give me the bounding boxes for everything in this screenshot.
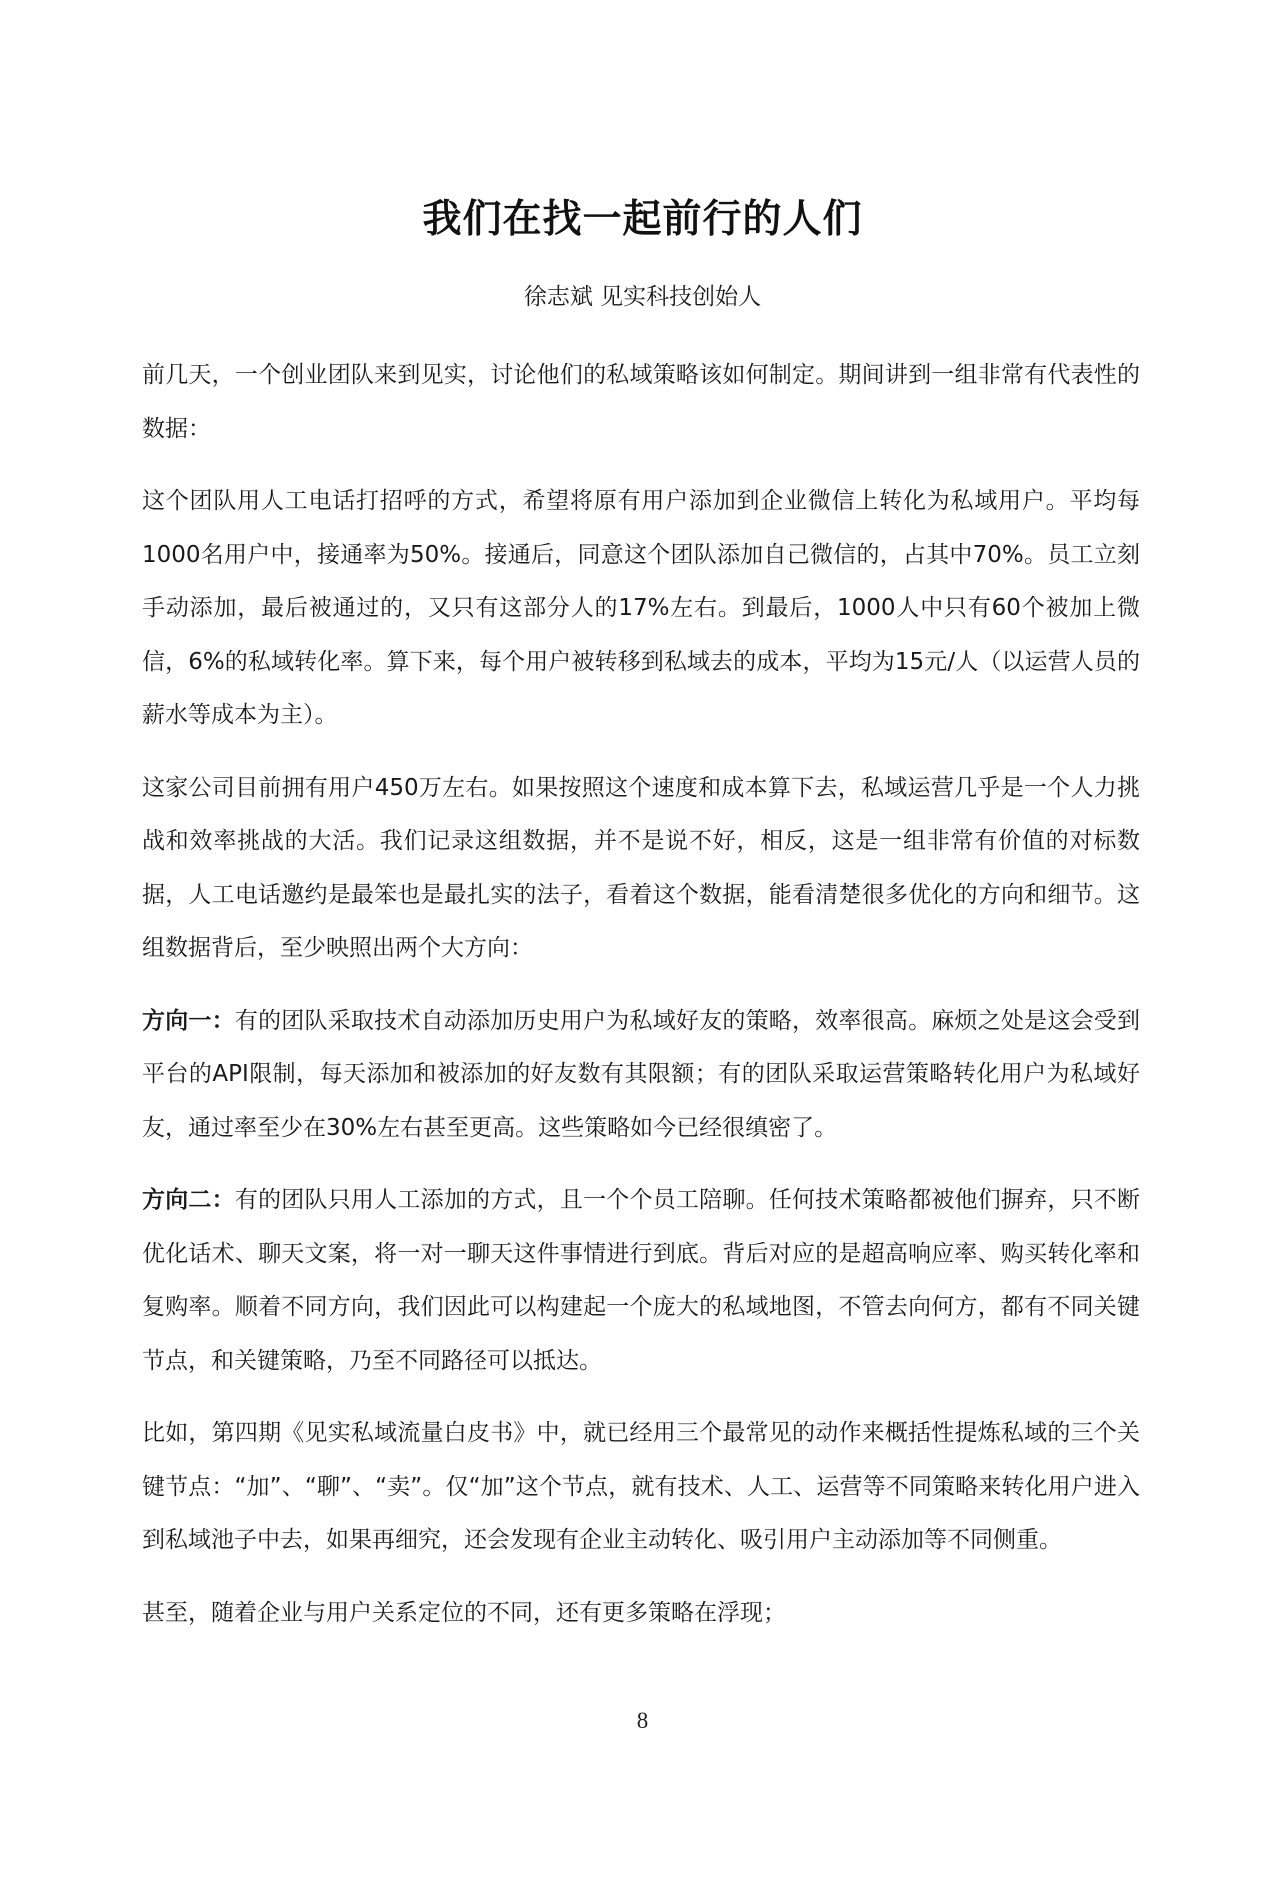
paragraph-text: 这个团队用人工电话打招呼的方式，希望将原有用户添加到企业微信上转化为私域用户。平均每1000名用户中，接通率为50%。接通后，同意这个团队添加自己微信的，占其中70%。员工立刻手动添加，最后被通过的，又只有这部分人的17%左右。到最后，1000人中只有60个被加上微信，6%的私域转化率。算下来，每个用户被转移到私域去的成本，平均为15元/人（以运营人员的薪水等成本为主）。 [142, 488, 1140, 728]
page-number: 8 [636, 1708, 649, 1733]
paragraph [142, 1407, 1140, 1568]
paragraph [142, 349, 1140, 456]
byline: 徐志斌 见实科技创始人 [523, 284, 762, 310]
paragraph-direction-one [142, 995, 1140, 1156]
article-body [142, 349, 1140, 1659]
paragraph [142, 1587, 1140, 1641]
paragraph [142, 762, 1140, 976]
paragraph-text: 这家公司目前拥有用户450万左右。如果按照这个速度和成本算下去，私域运营几乎是一个人力挑战和效率挑战的大活。我们记录这组数据，并不是说不好，相反，这是一组非常有价值的对标数据，人工电话邀约是最笨也是最扎实的法子，看着这个数据，能看清楚很多优化的方向和细节。这组数据背后，至少映照出两个大方向： [142, 774, 1140, 961]
paragraph-text: 有的团队只用人工添加的方式，且一个个员工陪聊。任何技术策略都被他们摒弃，只不断优化话术、聊天文案，将一对一聊天这件事情进行到底。背后对应的是超高响应率、购买转化率和复购率。顺着不同方向，我们因此可以构建起一个庞大的私域地图，不管去向何方，都有不同关键节点，和关键策略，乃至不同路径可以抵达。 [142, 1187, 1141, 1374]
paragraph-text: 有的团队采取技术自动添加历史用户为私域好友的策略，效率很高。麻烦之处是这会受到平台的API限制，每天添加和被添加的好友数有其限额；有的团队采取运营策略转化用户为私域好友，通过率至少在30%左右甚至更高。这些策略如今已经很缜密了。 [142, 1007, 1141, 1141]
paragraph-text: 甚至，随着企业与用户关系定位的不同，还有更多策略在浮现； [142, 1599, 786, 1626]
paragraph-text: 比如，第四期《见实私域流量白皮书》中，就已经用三个最常见的动作来概括性提炼私域的三个关键节点：“加”、“聊”、“卖”。仅“加”这个节点，就有技术、人工、运营等不同策略来转化用户进入到私域池子中去，如果再细究，还会发现有企业主动转化、吸引用户主动添加等不同侧重。 [142, 1420, 1140, 1553]
paragraph [142, 475, 1140, 743]
paragraph-direction-two [142, 1174, 1140, 1388]
direction-one-label: 方向一： [142, 1007, 235, 1034]
direction-two-label: 方向二： [142, 1187, 235, 1213]
page-title: 我们在找一起前行的人们 [422, 197, 863, 242]
paragraph-text: 前几天，一个创业团队来到见实，讨论他们的私域策略该如何制定。期间讲到一组非常有代表性的数据： [142, 362, 1140, 442]
